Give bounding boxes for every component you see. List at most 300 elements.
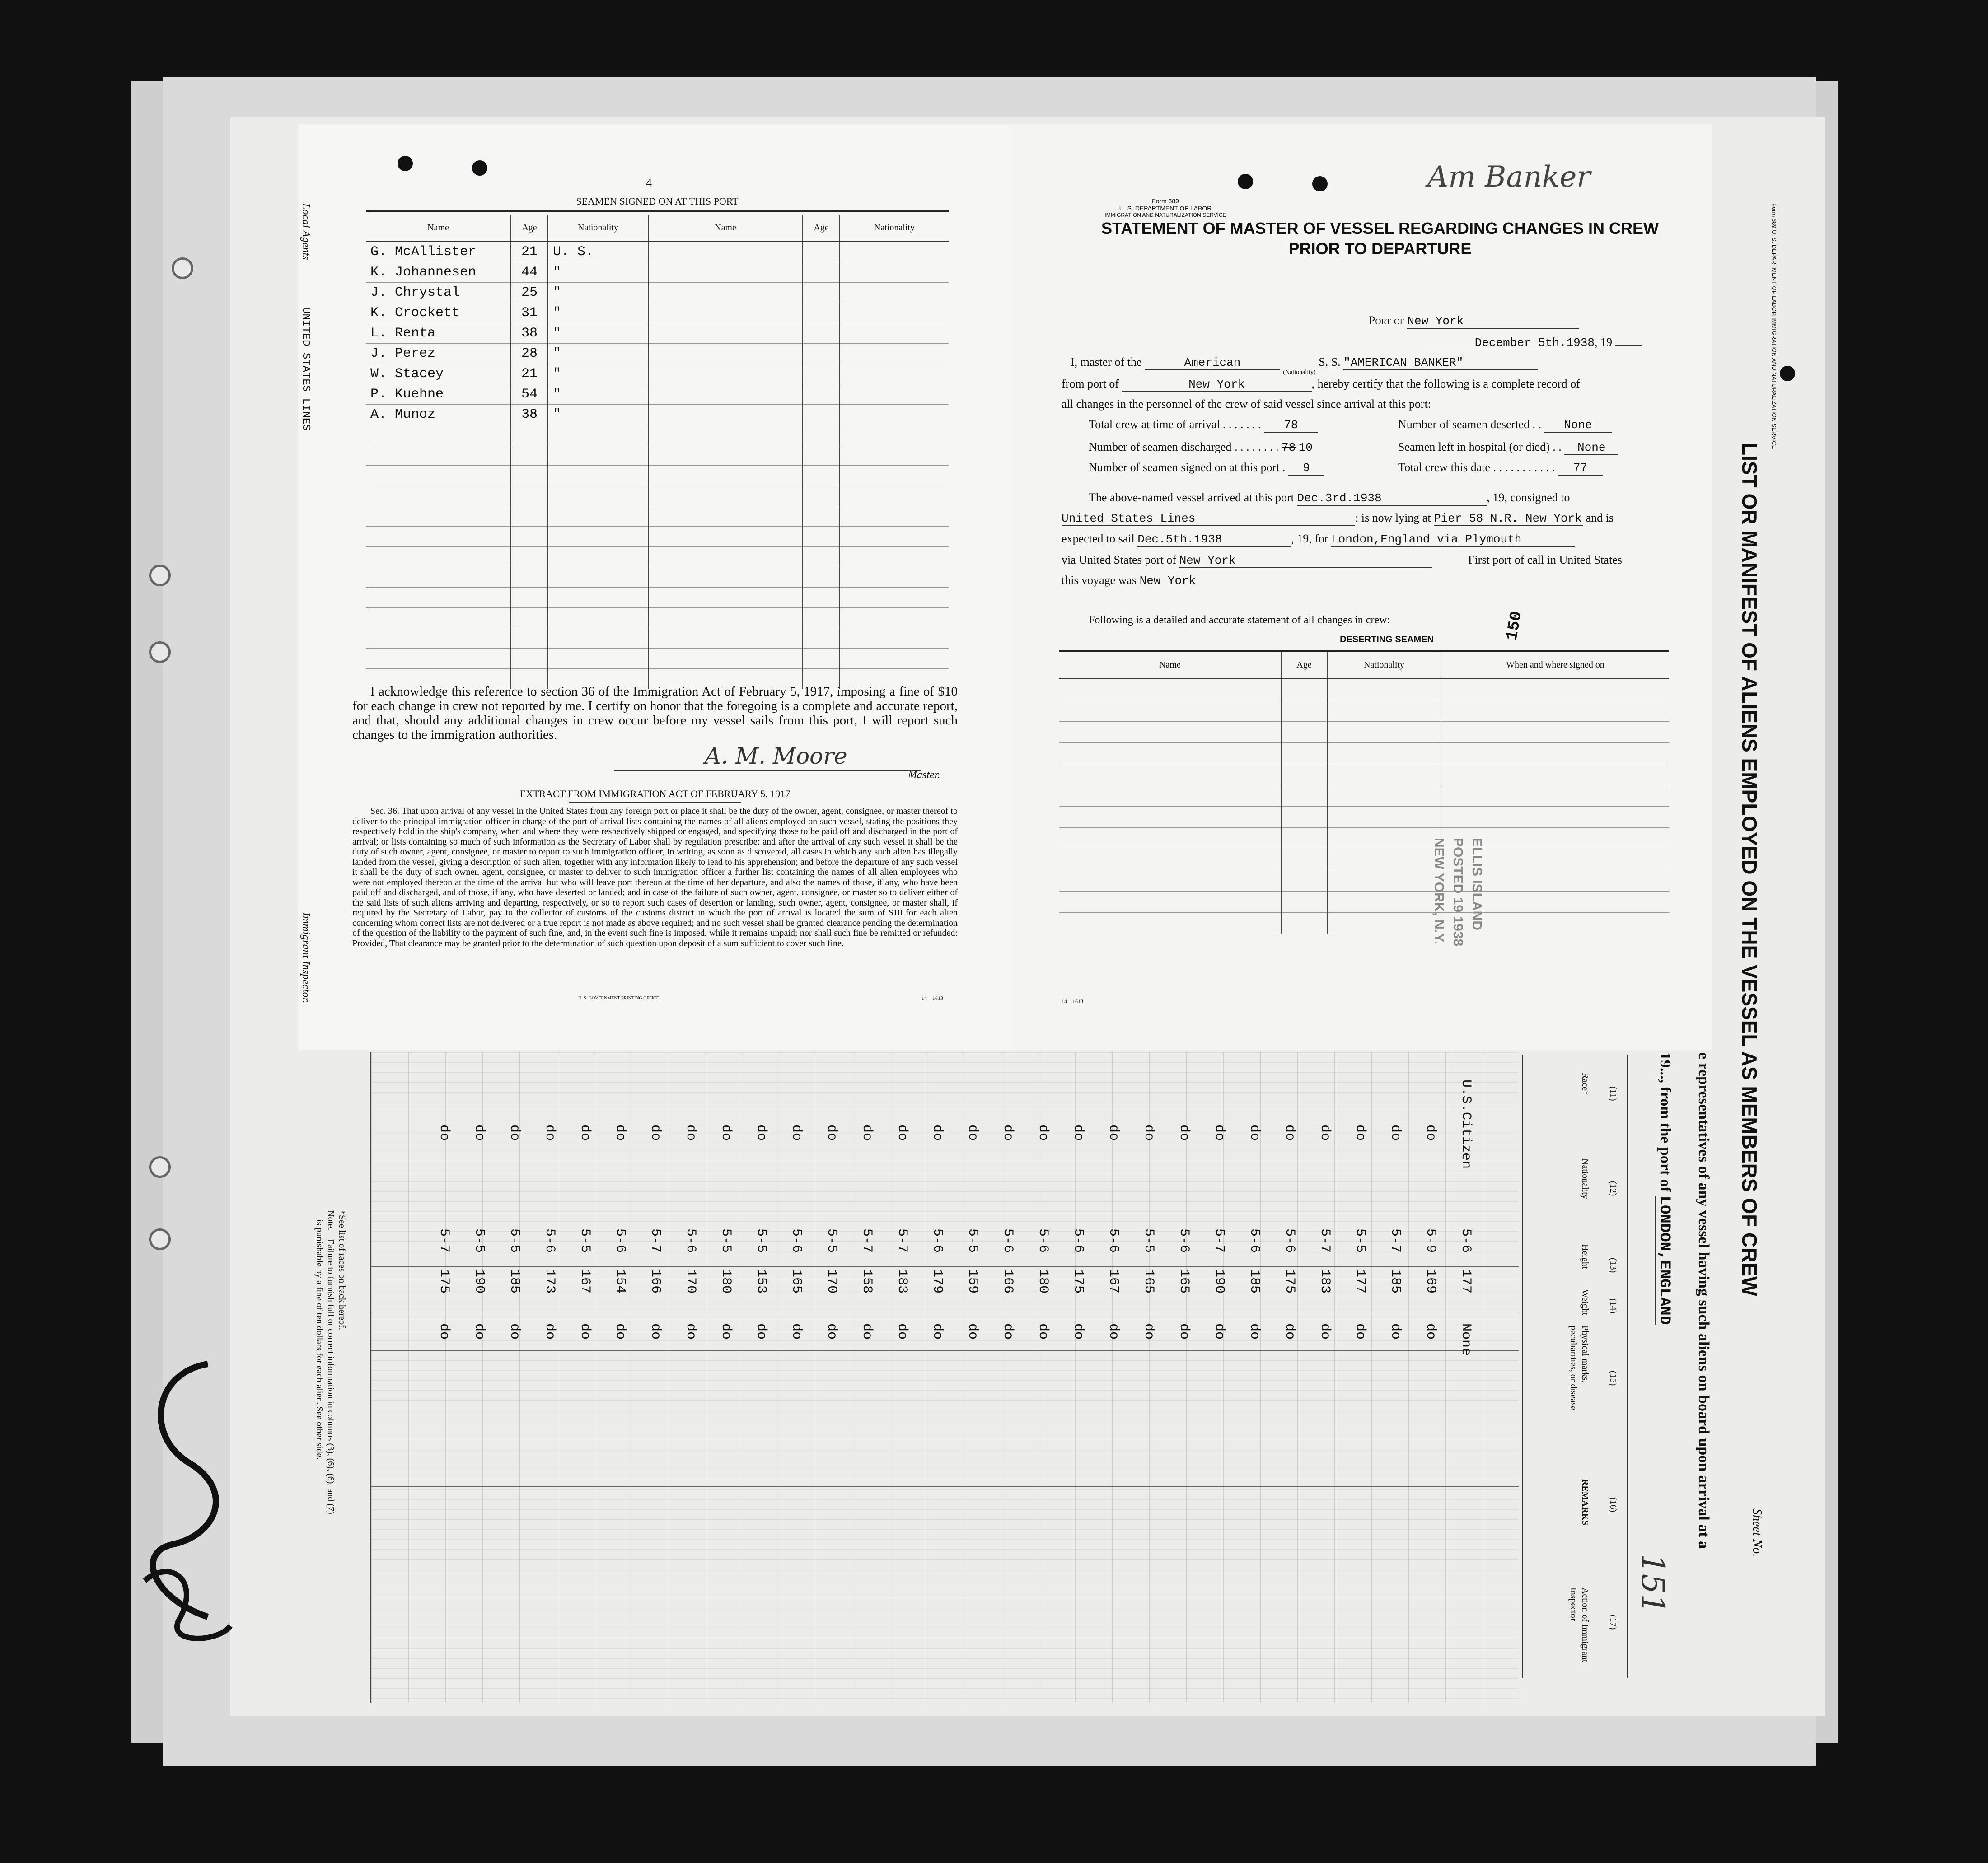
empty-cell	[1059, 743, 1281, 764]
punch-hole	[1238, 174, 1253, 189]
empty-cell	[1281, 807, 1327, 828]
seaman-name: A. Munoz	[366, 405, 511, 425]
seaman-age: 38	[511, 405, 548, 425]
empty-cell	[366, 445, 511, 466]
empty-cell	[1059, 828, 1281, 849]
punch-hole	[472, 160, 487, 176]
empty-cell	[648, 547, 803, 567]
empty-cell	[511, 608, 548, 628]
col-header-age: Age	[511, 215, 548, 242]
empty-cell	[511, 506, 548, 527]
empty-cell	[840, 608, 949, 628]
des-header-age: Age	[1281, 651, 1327, 679]
manifest-race: do	[1317, 1125, 1333, 1141]
deserted-label: Number of seamen deserted	[1398, 418, 1530, 431]
from-port-label: from port of	[1062, 377, 1119, 390]
manifest-weight: 166	[1000, 1269, 1015, 1294]
empty-cell	[548, 547, 648, 567]
remarks-column-rule	[371, 1486, 1519, 1487]
consignee-value: United States Lines	[1062, 512, 1355, 526]
manifest-weight: 165	[789, 1269, 804, 1294]
empty-cell	[1441, 743, 1669, 764]
printer-credit: U. S. GOVERNMENT PRINTING OFFICE	[578, 996, 659, 1001]
extract-rule	[569, 802, 741, 803]
empty-cell	[840, 506, 949, 527]
empty-cell	[366, 486, 511, 506]
manifest-marks: do	[542, 1323, 557, 1340]
manifest-marks: do	[1035, 1323, 1051, 1340]
manifest-marks: do	[965, 1323, 980, 1340]
empty-cell	[548, 445, 648, 466]
manifest-marks: do	[930, 1323, 945, 1340]
empty-cell	[366, 649, 511, 669]
punch-hole	[1780, 366, 1795, 381]
table-row	[366, 506, 949, 527]
table-row	[366, 445, 949, 466]
empty-cell	[511, 466, 548, 486]
manifest-race: do	[1212, 1125, 1227, 1141]
empty-cell	[1059, 722, 1281, 743]
hospital-value: None	[1564, 441, 1618, 455]
empty-cell	[548, 425, 648, 445]
empty-cell	[648, 405, 803, 425]
empty-cell	[840, 628, 949, 649]
total-crew-label: Total crew this date	[1398, 461, 1490, 474]
crew-arrival-row: Total crew at time of arrival . . . . . . . 78	[1089, 418, 1318, 433]
manifest-marks: do	[1247, 1323, 1262, 1340]
col-header-nationality: Nationality	[840, 215, 949, 242]
empty-cell	[1059, 913, 1281, 934]
manifest-weight: 175	[436, 1269, 452, 1294]
col-number: (11)	[1608, 1086, 1618, 1101]
empty-cell	[511, 445, 548, 466]
manifest-weight: 165	[1141, 1269, 1156, 1294]
manifest-height: 5-6	[613, 1228, 628, 1253]
empty-cell	[803, 242, 840, 262]
empty-cell	[1281, 785, 1327, 807]
empty-cell	[1281, 870, 1327, 892]
empty-cell	[840, 649, 949, 669]
manifest-weight: 175	[1282, 1269, 1297, 1294]
manifest-marks: do	[683, 1323, 698, 1340]
col-number: (12)	[1608, 1181, 1618, 1196]
manifest-marks: do	[436, 1323, 452, 1340]
binder-hole	[149, 641, 171, 663]
manifest-height: 5-7	[648, 1228, 663, 1253]
port-label: Port of	[1369, 314, 1404, 327]
acknowledgement-text: I acknowledge this reference to section 36 of the Immigration Act of February 5, 1917, imposing a fine of $10 for each change in crew not reported by me. I certify on honor that the foregoing is a complete and accurate report, and that, should any additional changes in crew occur before my vessel sails from this port, I will report such changes to the immigration authorities.	[352, 684, 958, 742]
empty-cell	[648, 527, 803, 547]
empty-cell	[1059, 892, 1281, 913]
empty-cell	[1059, 679, 1281, 700]
manifest-race: do	[577, 1125, 593, 1141]
empty-cell	[511, 567, 548, 588]
manifest-race: do	[1388, 1125, 1403, 1141]
empty-cell	[803, 466, 840, 486]
manifest-height: 5-6	[1000, 1228, 1015, 1253]
manifest-marks: do	[1071, 1323, 1086, 1340]
port-line-value: LONDON,ENGLAND	[1656, 1195, 1673, 1325]
manifest-race: do	[1106, 1125, 1121, 1141]
form-title-line2: PRIOR TO DEPARTURE	[1288, 239, 1472, 258]
manifest-race: do	[507, 1125, 522, 1141]
manifest-height: 5-5	[718, 1228, 734, 1253]
empty-cell	[803, 262, 840, 283]
seamen-table	[366, 215, 949, 689]
empty-cell	[1327, 892, 1441, 913]
seaman-age: 25	[511, 283, 548, 303]
empty-cell	[1281, 849, 1327, 870]
manifest-marks: do	[789, 1323, 804, 1340]
empty-cell	[511, 628, 548, 649]
form-code: 14—1613	[921, 995, 943, 1001]
signed-on-value: 9	[1288, 461, 1324, 476]
manifest-marks: do	[753, 1323, 769, 1340]
manifest-race: do	[1141, 1125, 1156, 1141]
des-header-nationality: Nationality	[1327, 651, 1441, 679]
manifest-marks: do	[472, 1323, 487, 1340]
manifest-race: do	[648, 1125, 663, 1141]
empty-cell	[803, 608, 840, 628]
deserted-row: Number of seamen deserted . . None	[1398, 418, 1612, 433]
col-header-race: Race*	[1580, 1073, 1590, 1095]
empty-cell	[1327, 913, 1441, 934]
manifest-marks: do	[1106, 1323, 1121, 1340]
seaman-age: 28	[511, 344, 548, 364]
table-row	[366, 649, 949, 669]
arrived-value: Dec.3rd.1938	[1297, 491, 1487, 506]
voyage-row	[1062, 574, 1402, 588]
empty-cell	[1327, 807, 1441, 828]
manifest-marks: do	[1141, 1323, 1156, 1340]
manifest-height: 5-6	[542, 1228, 557, 1253]
seaman-nationality: "	[548, 384, 648, 405]
manifest-height: 5-5	[824, 1228, 839, 1253]
table-row	[366, 283, 949, 303]
empty-cell	[648, 628, 803, 649]
empty-cell	[1059, 849, 1281, 870]
seaman-name: G. McAllister	[366, 242, 511, 262]
manifest-height: 5-7	[894, 1228, 910, 1253]
empty-cell	[1281, 828, 1327, 849]
manifest-weight: 180	[718, 1269, 734, 1294]
manifest-height: 5-6	[930, 1228, 945, 1253]
date-value: December 5th.1938	[1427, 336, 1595, 350]
seaman-age: 54	[511, 384, 548, 405]
and-is-label: and is	[1586, 511, 1614, 524]
manifest-title: LIST OR MANIFEST OF ALIENS EMPLOYED ON THE VESSEL AS MEMBERS OF CREW	[1738, 443, 1761, 1296]
empty-cell	[648, 344, 803, 364]
manifest-race: do	[789, 1125, 804, 1141]
empty-cell	[511, 527, 548, 547]
manifest-weight: 180	[1035, 1269, 1051, 1294]
empty-cell	[366, 506, 511, 527]
manifest-port-line	[1655, 1052, 1674, 1325]
stamp-line: ELLIS ISLAND	[1469, 838, 1484, 931]
empty-cell	[803, 506, 840, 527]
stamp-line: POSTED 19 1938	[1450, 838, 1465, 947]
empty-cell	[648, 466, 803, 486]
manifest-height: 5-5	[507, 1228, 522, 1253]
signed-on-label: Number of seamen signed on at this port	[1089, 461, 1280, 474]
col-header-remarks: REMARKS	[1580, 1479, 1590, 1526]
empty-cell	[1327, 679, 1441, 700]
empty-cell	[648, 283, 803, 303]
manifest-marks: do	[577, 1323, 593, 1340]
manifest-height: 5-5	[1141, 1228, 1156, 1253]
arrived-label: The above-named vessel arrived at this port	[1089, 491, 1294, 504]
marks-column-rule	[371, 1350, 1519, 1351]
empty-cell	[1059, 700, 1281, 722]
seaman-age: 44	[511, 262, 548, 283]
empty-cell	[1327, 849, 1441, 870]
table-row	[366, 262, 949, 283]
manifest-weight: 158	[859, 1269, 875, 1294]
table-row	[366, 608, 949, 628]
seaman-name: K. Crockett	[366, 303, 511, 323]
manifest-height: 5-6	[1106, 1228, 1121, 1253]
manifest-weight: 190	[1212, 1269, 1227, 1294]
seaman-age: 21	[511, 242, 548, 262]
crew-arrival-value: 78	[1264, 418, 1318, 433]
manifest-weight: 167	[1106, 1269, 1121, 1294]
manifest-marks: do	[894, 1323, 910, 1340]
manifest-race: do	[472, 1125, 487, 1141]
col-number: (13)	[1608, 1258, 1618, 1273]
empty-cell	[840, 323, 949, 344]
manifest-height: 5-9	[1423, 1228, 1438, 1253]
empty-cell	[803, 445, 840, 466]
manifest-weight: 190	[472, 1269, 487, 1294]
master-label: Master.	[908, 769, 940, 781]
manifest-marks: do	[1176, 1323, 1192, 1340]
empty-cell	[1327, 828, 1441, 849]
empty-cell	[840, 384, 949, 405]
manifest-race: do	[930, 1125, 945, 1141]
local-agents-label: Local Agents	[300, 203, 312, 260]
manifest-marks: do	[1317, 1323, 1333, 1340]
empty-cell	[511, 547, 548, 567]
for-label: , 19, for	[1291, 532, 1328, 545]
form-code: 14—1613	[1062, 998, 1083, 1004]
empty-cell	[548, 567, 648, 588]
manifest-height: 5-7	[1388, 1228, 1403, 1253]
manifest-header-band	[1522, 1055, 1628, 1678]
table-row	[366, 588, 949, 608]
empty-cell	[840, 567, 949, 588]
table-row	[1059, 700, 1669, 722]
manifest-weight: 179	[930, 1269, 945, 1294]
manifest-race: do	[1247, 1125, 1262, 1141]
title-rule	[366, 210, 949, 212]
manifest-height: 5-7	[1212, 1228, 1227, 1253]
handwritten-scribble	[117, 1346, 253, 1653]
empty-cell	[1327, 743, 1441, 764]
handwritten-ship-name: Am Banker	[1427, 160, 1590, 194]
empty-cell	[548, 628, 648, 649]
nationality-caption: (Nationality)	[1283, 369, 1316, 376]
date-suffix: , 19	[1595, 336, 1612, 349]
table-row	[1059, 679, 1669, 700]
table-row	[1059, 722, 1669, 743]
seaman-name: J. Perez	[366, 344, 511, 364]
empty-cell	[803, 405, 840, 425]
manifest-weight: 165	[1176, 1269, 1192, 1294]
manifest-weight: 153	[753, 1269, 769, 1294]
empty-cell	[366, 588, 511, 608]
seamen-signed-on-form	[298, 124, 1012, 1050]
empty-cell	[840, 547, 949, 567]
manifest-height: 5-7	[436, 1228, 452, 1253]
empty-cell	[648, 242, 803, 262]
form-title-line1: STATEMENT OF MASTER OF VESSEL REGARDING CHANGES IN CREW	[1101, 219, 1659, 238]
signature-line	[614, 770, 921, 771]
empty-cell	[840, 344, 949, 364]
table-row	[366, 527, 949, 547]
sheet-number-label: Sheet No.	[1750, 1508, 1764, 1557]
empty-cell	[803, 567, 840, 588]
seaman-nationality: "	[548, 323, 648, 344]
manifest-race: do	[1282, 1125, 1297, 1141]
certify-text: , hereby certify that the following is a complete record of	[1311, 377, 1580, 390]
discharged-row: Number of seamen discharged . . . . . . . . 78 10	[1089, 440, 1313, 454]
table-row	[1059, 892, 1669, 913]
manifest-weight: 185	[1388, 1269, 1403, 1294]
empty-cell	[840, 486, 949, 506]
seaman-age: 38	[511, 323, 548, 344]
empty-cell	[1441, 764, 1669, 785]
empty-cell	[1059, 807, 1281, 828]
seaman-nationality: "	[548, 262, 648, 283]
empty-cell	[1441, 807, 1669, 828]
empty-cell	[366, 547, 511, 567]
edge-form-label: Form 689 U. S. DEPARTMENT OF LABOR IMMIGRATION AND NATURALIZATION SERVICE	[1771, 203, 1778, 449]
empty-cell	[803, 384, 840, 405]
manifest-grid	[370, 1052, 1519, 1703]
discharged-struck-value: 78	[1281, 441, 1296, 454]
form-title: SEAMEN SIGNED ON AT THIS PORT	[576, 196, 739, 207]
manifest-marks: do	[648, 1323, 663, 1340]
empty-cell	[511, 588, 548, 608]
col-header-inspector-action: Action of Immigrant Inspector	[1568, 1588, 1590, 1662]
seaman-name: J. Chrystal	[366, 283, 511, 303]
manifest-weight: 169	[1423, 1269, 1438, 1294]
table-row	[366, 303, 949, 323]
empty-cell	[1327, 722, 1441, 743]
empty-cell	[840, 364, 949, 384]
manifest-weight: 183	[894, 1269, 910, 1294]
manifest-race: U.S.Citizen	[1458, 1079, 1473, 1169]
manifest-height: 5-7	[1317, 1228, 1333, 1253]
table-row	[1059, 870, 1669, 892]
col-header-name: Name	[648, 215, 803, 242]
empty-cell	[511, 486, 548, 506]
empty-cell	[1327, 764, 1441, 785]
master-statement-form	[1012, 124, 1712, 1050]
empty-cell	[548, 649, 648, 669]
empty-cell	[511, 649, 548, 669]
manifest-height: 5-5	[965, 1228, 980, 1253]
empty-cell	[648, 608, 803, 628]
total-crew-value: 77	[1558, 461, 1603, 476]
empty-cell	[840, 303, 949, 323]
manifest-race: do	[753, 1125, 769, 1141]
manifest-race: do	[894, 1125, 910, 1141]
col-header-weight: Weight	[1580, 1289, 1590, 1316]
via-row	[1062, 553, 1432, 568]
manifest-height: 5-5	[1352, 1228, 1368, 1253]
manifest-height: 5-7	[859, 1228, 875, 1253]
manifest-height: 5-6	[1176, 1228, 1192, 1253]
footnote-fine: is punishable by a fine of ten dollars for each alien. See other side.	[314, 1219, 324, 1460]
expected-value: Dec.5th.1938	[1137, 532, 1291, 547]
empty-cell	[648, 445, 803, 466]
extract-text: Sec. 36. That upon arrival of any vessel in the United States from any foreign port or place it shall be the duty of the owner, agent, consignee, or master thereof to deliver to the principal immigration officer in charge of the port of arrival lists containing the names of all aliens employed on such vessel, stating the positions they respectively hold in the ship's company, when and where they were respectively shipped or engaged, and specifying those to be paid off and discharged in the port of arrival; or lists containing so much of such information as the Secretary of Labor shall by regulation prescribe; and after the arrival of any such vessel it shall be the duty of such owner, agent, consignee, or master to report to such immigration officer, in writing, as soon as discovered, all cases in which any such alien has illegally landed from the vessel, giving a description of such alien, together with any information likely to lead to his apprehension; and before the departure of any such vessel it shall be the duty of such owner, agent, consignee, or master to deliver to such immigration officer a further list containing the names of all alien employees who were not employed thereon at the time of the arrival but who will leave port thereon at the time of her departure, and also the names of those, if any, who have been paid off and discharged, and of those, if any, who have deserted or landed; and in case of the failure of such owner, agent, consignee, or master so to deliver either of the said lists of such aliens arriving and departing, respectively, or so to report such cases of desertion or landing, such owner, agent, consignee, or master shall, if required by the Secretary of Labor, pay to the collector of customs of the customs district in which the port of arrival is located the sum of $10 for each alien concerning whom correct lists are not delivered or a true report is not made as above required; and no such vessel shall be granted clearance pending the determination of the question of the liability to the payment of such fine, and, in the event such fine is imposed, while it remains unpaid; nor shall such fine be remitted or refunded: Provided, That clearance may be granted prior to the determination of such question upon deposit of a sum sufficient to cover such fine.	[352, 806, 958, 948]
manifest-race: do	[683, 1125, 698, 1141]
discharged-label: Number of seamen discharged	[1089, 440, 1232, 453]
port-value: New York	[1407, 314, 1579, 329]
empty-cell	[803, 649, 840, 669]
empty-cell	[1281, 892, 1327, 913]
table-row	[366, 425, 949, 445]
from-port-row	[1062, 377, 1580, 392]
hospital-label: Seamen left in hospital (or died)	[1398, 440, 1550, 453]
empty-cell	[648, 323, 803, 344]
manifest-weight: 170	[683, 1269, 698, 1294]
seaman-nationality: "	[548, 303, 648, 323]
empty-cell	[366, 425, 511, 445]
manifest-race: do	[824, 1125, 839, 1141]
empty-cell	[366, 628, 511, 649]
table-row	[366, 567, 949, 588]
year-blank	[1615, 345, 1642, 346]
binder-hole	[172, 257, 193, 279]
binder-hole	[149, 1156, 171, 1178]
empty-cell	[803, 547, 840, 567]
empty-cell	[1281, 743, 1327, 764]
binder-hole	[149, 565, 171, 586]
manifest-marks: do	[859, 1323, 875, 1340]
manifest-height: 5-6	[1035, 1228, 1051, 1253]
arrived-row	[1089, 491, 1570, 506]
empty-cell	[548, 486, 648, 506]
col-number: (17)	[1608, 1615, 1618, 1630]
table-row	[366, 364, 949, 384]
empty-cell	[1327, 870, 1441, 892]
manifest-height: 5-5	[753, 1228, 769, 1253]
col-number: (14)	[1608, 1298, 1618, 1314]
empty-cell	[366, 527, 511, 547]
manifest-height: 5-6	[1458, 1228, 1473, 1253]
seaman-nationality: "	[548, 283, 648, 303]
manifest-height: 5-6	[1282, 1228, 1297, 1253]
expected-label: expected to sail	[1062, 532, 1135, 545]
ellis-island-stamp	[1429, 838, 1486, 946]
empty-cell	[840, 466, 949, 486]
ss-label: S. S.	[1319, 355, 1341, 369]
manifest-weight: 183	[1317, 1269, 1333, 1294]
consignee-row	[1062, 511, 1614, 526]
manifest-race: do	[965, 1125, 980, 1141]
manifest-weight: 170	[824, 1269, 839, 1294]
manifest-race: do	[718, 1125, 734, 1141]
empty-cell	[803, 628, 840, 649]
port-line-prefix: 19..., from the port of	[1657, 1052, 1674, 1192]
seaman-nationality: "	[548, 344, 648, 364]
empty-cell	[1059, 785, 1281, 807]
col-header-height: Height	[1580, 1244, 1590, 1269]
table-row	[366, 242, 949, 262]
